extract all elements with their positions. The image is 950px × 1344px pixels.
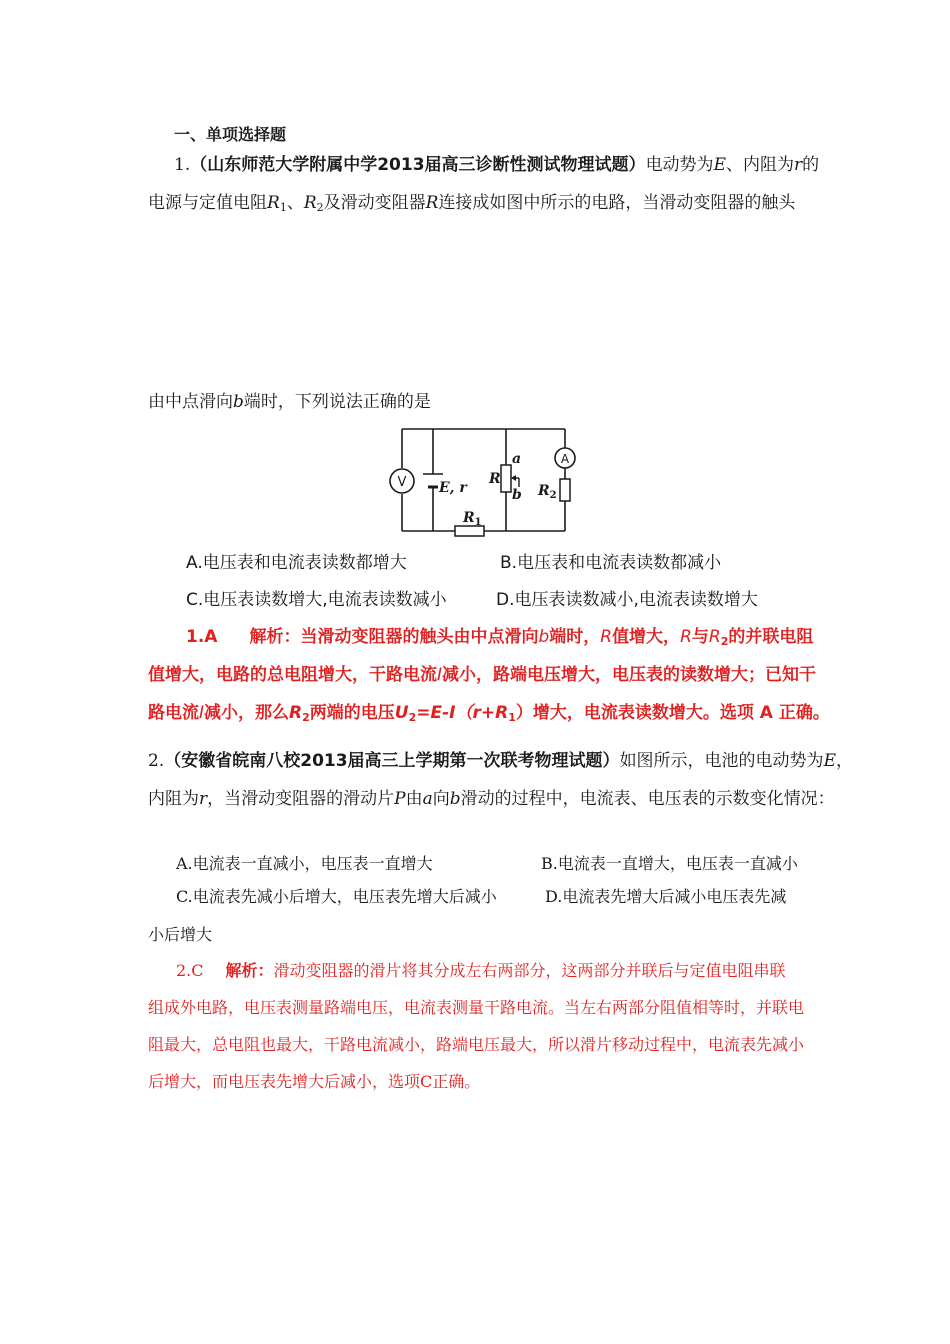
circuit-diagram (372, 421, 582, 539)
q1-analysis-label: 解析： (249, 627, 301, 647)
q1-option-b: B.电压表和电流表读数都减小 (500, 553, 722, 573)
q1-line-3: 由中点滑向b端时，下列说法正确的是 (148, 392, 431, 412)
q2-line-2: 内阻为r，当滑动变阻器的滑动片P由a向b滑动的过程中，电流表、电压表的示数变化情况： (148, 789, 835, 809)
q2-line-1: 2.（安徽省皖南八校2013届高三上学期第一次联考物理试题）如图所示，电池的电动势为E， (148, 751, 853, 771)
r2-symbol (560, 479, 570, 501)
q2-number: 2. (148, 751, 165, 771)
q2-answer: 2.C (176, 961, 204, 980)
q1-analysis-line-2: 值增大，电路的总电阻增大，干路电流I减小，路端电压增大，电压表的读数增大；已知干 (148, 665, 817, 685)
q1-line-2: 电源与定值电阻$R_1$、$R_2$及滑动变阻器R连接成如图中所示的电路，当滑动变阻器的触头 (148, 193, 796, 214)
source-label: E, r (439, 480, 467, 496)
q2-analysis-label: 解析： (225, 961, 274, 980)
r1-label: $R_1$ (463, 510, 482, 528)
q1-source: （山东师范大学附属中学2013届高三诊断性测试物理试题） (190, 155, 646, 175)
rheostat-end-b: b (512, 487, 522, 503)
q1-answer: 1.A (186, 627, 218, 647)
q2-option-c: C.电流表先减小后增大，电压表先增大后减小 (176, 887, 497, 906)
q1-option-c: C.电压表读数增大,电流表读数减小 (186, 590, 447, 610)
q2-analysis-line-4: 后增大，而电压表先增大后减小，选项C正确。 (148, 1072, 481, 1091)
q1-line-1: 1.（山东师范大学附属中学2013届高三诊断性测试物理试题）电动势为E、内阻为r的 (174, 155, 820, 175)
q2-analysis-line-1: 2.C 解析：滑动变阻器的滑片将其分成左右两部分，这两部分并联后与定值电阻串联 (176, 961, 786, 980)
q1-analysis-line-1: 1.A 解析：当滑动变阻器的触头由中点滑向b端时，R值增大，R与$R_2$的并联电阻 (186, 627, 814, 648)
q2-source: （安徽省皖南八校2013届高三上学期第一次联考物理试题） (164, 751, 620, 771)
q2-option-b: B.电流表一直增大，电压表一直减小 (541, 854, 798, 873)
q2-option-d: D.电流表先增大后减小电压表先减 (545, 887, 787, 906)
q2-analysis-line-3: 阻最大，总电阻也最大，干路电流减小，路端电压最大，所以滑片移动过程中，电流表先减小 (148, 1035, 805, 1054)
rheostat-label: R (489, 471, 501, 487)
q1-option-d: D.电压表读数减小,电流表读数增大 (496, 590, 758, 610)
q1-number: 1. (174, 155, 191, 175)
section-title: 一、单项选择题 (174, 125, 287, 144)
q2-analysis-line-2: 组成外电路，电压表测量路端电压，电流表测量干路电流。当左右两部分阻值相等时，并联电 (148, 998, 805, 1017)
rheostat-end-a: a (512, 451, 522, 467)
r2-label: $R_2$ (538, 483, 557, 501)
voltmeter-label: V (397, 475, 407, 490)
rheostat-symbol (501, 465, 511, 492)
q1-analysis-line-3: 路电流I减小，那么$R_2$两端的电压$U_2=E-I(r+R_1)$增大，电流表读数增大。选项 A 正确。 (148, 703, 830, 724)
q1-option-a: A.电压表和电流表读数都增大 (186, 553, 407, 573)
q2-option-d-continued: 小后增大 (148, 925, 213, 944)
q2-option-a: A.电流表一直减小，电压表一直增大 (176, 854, 433, 873)
ammeter-label: A (560, 452, 570, 466)
